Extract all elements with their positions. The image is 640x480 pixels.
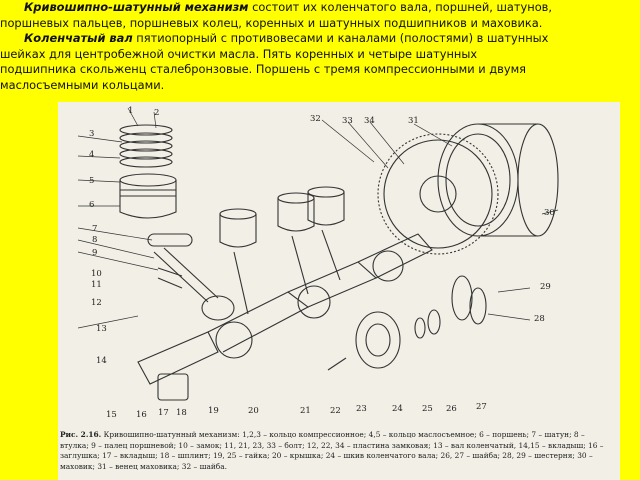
callout-15: 15 bbox=[106, 410, 117, 420]
callout-26: 26 bbox=[446, 404, 457, 414]
callout-23: 23 bbox=[356, 404, 367, 414]
callout-22: 22 bbox=[330, 406, 341, 416]
piston-rings-drawing bbox=[120, 125, 172, 167]
caption-line-1: Кривошипно-шатунный механизм: 1,2,3 – кольцо компрессионное; 4,5 – кольцо маслосъемное; 6 – поршень; 7 – шатун; 8 – bbox=[101, 430, 585, 439]
callout-32: 32 bbox=[310, 114, 321, 124]
callout-7: 7 bbox=[92, 224, 98, 234]
callout-21: 21 bbox=[300, 406, 311, 416]
callout-25: 25 bbox=[422, 404, 433, 414]
flywheel-drawing bbox=[378, 124, 558, 254]
callout-24: 24 bbox=[392, 404, 403, 414]
callout-5: 5 bbox=[89, 176, 95, 186]
callout-34: 34 bbox=[364, 116, 375, 126]
callout-33: 33 bbox=[342, 116, 353, 126]
callout-30: 30 bbox=[544, 208, 555, 218]
paragraph-1-line-1: Кривошипно-шатунный механизм состоит их коленчатого вала, поршней, шатунов, bbox=[24, 0, 553, 14]
caption-label: Рис. 2.16. bbox=[60, 430, 102, 439]
callout-20: 20 bbox=[248, 406, 259, 416]
callout-9: 9 bbox=[92, 248, 98, 258]
callout-13: 13 bbox=[96, 324, 107, 334]
paragraph-2-line-2: шейках для центробежной очистки масла. Пять коренных и четыре шатунных bbox=[0, 46, 478, 61]
callout-11: 11 bbox=[91, 280, 102, 290]
callout-29: 29 bbox=[540, 282, 551, 292]
callout-31: 31 bbox=[408, 116, 419, 126]
term-crankshaft: Коленчатый вал bbox=[24, 31, 133, 45]
callout-2: 2 bbox=[154, 108, 160, 118]
callout-28: 28 bbox=[534, 314, 545, 324]
paragraph-1-line-2: поршневых пальцев, поршневых колец, коренных и шатунных подшипников и маховика. bbox=[0, 15, 543, 30]
paragraph-2-line-4: маслосъемными кольцами. bbox=[0, 77, 165, 92]
crankshaft-drawing bbox=[138, 234, 432, 400]
callout-14: 14 bbox=[96, 356, 107, 366]
callout-4: 4 bbox=[89, 150, 95, 160]
figure-caption bbox=[60, 430, 618, 472]
callout-6: 6 bbox=[89, 200, 95, 210]
callout-18: 18 bbox=[176, 408, 187, 418]
callout-12: 12 bbox=[91, 298, 102, 308]
callout-8: 8 bbox=[92, 235, 98, 245]
callout-17: 17 bbox=[158, 408, 169, 418]
paragraph-2-line-3: подшипника скольженц сталебронзовые. Поршень с тремя компрессионными и двумя bbox=[0, 62, 527, 76]
callout-19: 19 bbox=[208, 406, 219, 416]
callout-10: 10 bbox=[91, 269, 102, 279]
gears-pulley-drawing bbox=[328, 276, 486, 370]
callout-27: 27 bbox=[476, 402, 487, 412]
connecting-rod-drawing bbox=[148, 234, 234, 320]
caption-line-3: заглушка; 17 – вкладыш; 18 – шплинт; 19, 25 – гайка; 20 – крышка; 24 – шкив коленчатого вала; 26, 27 – шайба; 28, 29 – шестерня; 30 – bbox=[60, 451, 593, 461]
callout-1: 1 bbox=[128, 106, 134, 116]
callout-3: 3 bbox=[89, 129, 95, 139]
intro-text bbox=[0, 0, 640, 93]
caption-line-2: втулка; 9 – палец поршневой; 10 – замок; 11, 21, 23, 33 – болт; 12, 22, 34 – пластина замковая; 13 – вал коленчатый, 14,15 – вкладыш; 16 – bbox=[60, 440, 604, 450]
piston-drawing bbox=[120, 174, 176, 218]
caption-line-4: маховик; 31 – венец маховика; 32 – шайба. bbox=[60, 461, 227, 471]
exploded-view-drawing bbox=[58, 102, 620, 480]
term-crank-mechanism: Кривошипно-шатунный механизм bbox=[24, 0, 249, 14]
crank-mechanism-figure bbox=[58, 102, 620, 480]
callout-16: 16 bbox=[136, 410, 147, 420]
paragraph-2-line-1: Коленчатый вал пятиопорный с противовесами и каналами (полостями) в шатунных bbox=[24, 31, 549, 45]
